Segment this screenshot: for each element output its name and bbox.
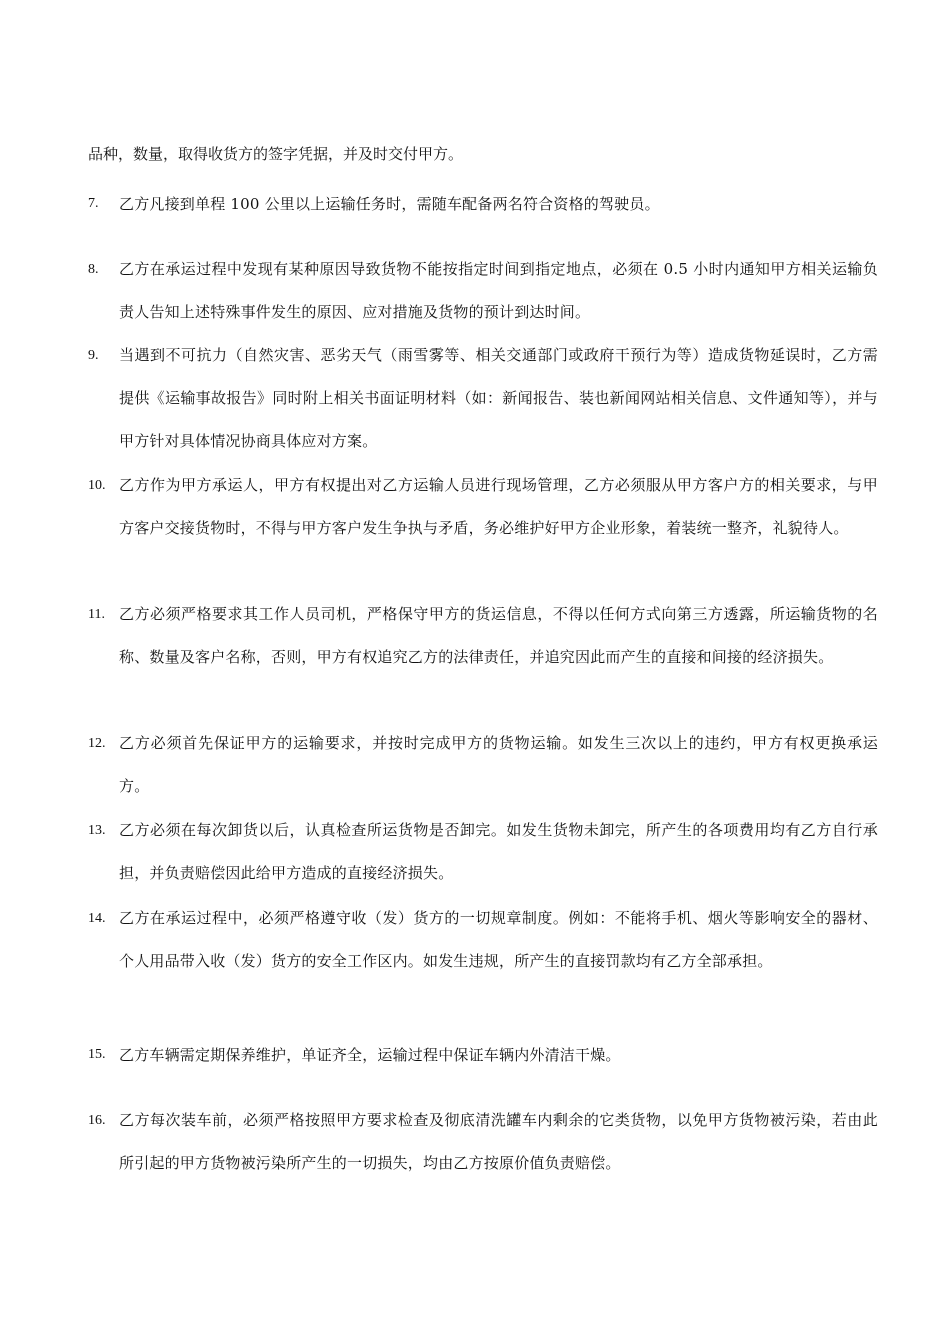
item-text: 乙方每次装车前，必须严格按照甲方要求检查及彻底清洗罐车内剩余的它类货物，以免甲方货物被污染，若由此所引起的甲方货物被污染所产生的一切损失，均由乙方按原价值负责赔偿。 (119, 1111, 878, 1172)
item-text: 当遇到不可抗力（自然灾害、恶劣天气（雨雪雾等、相关交通部门或政府干预行为等）造成货物延误时，乙方需提供《运输事故报告》同时附上相关书面证明材料（如：新闻报告、装也新闻网站相关信息、文件通知等），并与甲方针对具体情况协商具体应对方案。 (119, 346, 878, 450)
item-text: 乙方在承运过程中，必须严格遵守收（发）货方的一切规章制度。例如：不能将手机、烟火等影响安全的器材、个人用品带入收（发）货方的安全工作区内。如发生违规，所产生的直接罚款均有乙方全部承担。 (119, 909, 878, 970)
item-text: 乙方必须在每次卸货以后，认真检查所运货物是否卸完。如发生货物未卸完，所产生的各项费用均有乙方自行承担，并负责赔偿因此给甲方造成的直接经济损失。 (119, 821, 878, 882)
item-number: 13. (88, 823, 106, 838)
item-number: 11. (88, 607, 105, 622)
item-text: 乙方作为甲方承运人，甲方有权提出对乙方运输人员进行现场管理，乙方必须服从甲方客户方的相关要求，与甲方客户交接货物时，不得与甲方客户发生争执与矛盾，务必维护好甲方企业形象，着装统一整齐，礼貌待人。 (119, 476, 878, 537)
list-item-14 (88, 897, 878, 983)
list-item-7 (88, 190, 878, 218)
list-item-9 (88, 334, 878, 463)
item-number: 14. (88, 911, 106, 926)
list-item-8 (88, 248, 878, 334)
list-item-13 (88, 809, 878, 895)
item-number: 12. (88, 736, 106, 751)
list-item-16 (88, 1099, 878, 1185)
item-text: 乙方凡接到单程 100 公里以上运输任务时，需随车配备两名符合资格的驾驶员。 (119, 195, 660, 213)
item-number: 9. (88, 348, 99, 363)
list-item-15 (88, 1041, 878, 1069)
intro-text: 品种，数量，取得收货方的签字凭据，并及时交付甲方。 (88, 145, 464, 163)
list-item-11 (88, 593, 878, 679)
item-number: 8. (88, 262, 99, 277)
item-text: 乙方在承运过程中发现有某种原因导致货物不能按指定时间到指定地点，必须在 0.5 小时内通知甲方相关运输负责人告知上述特殊事件发生的原因、应对措施及货物的预计到达时间。 (119, 260, 878, 321)
item-number: 16. (88, 1113, 106, 1128)
item-text: 乙方车辆需定期保养维护，单证齐全，运输过程中保证车辆内外清洁干燥。 (119, 1046, 621, 1064)
list-item-12 (88, 722, 878, 808)
item-number: 10. (88, 478, 106, 493)
list-item-10 (88, 464, 878, 550)
item-number: 7. (88, 196, 99, 211)
item-number: 15. (88, 1047, 106, 1062)
item-text: 乙方必须首先保证甲方的运输要求，并按时完成甲方的货物运输。如发生三次以上的违约，甲方有权更换承运方。 (119, 734, 878, 795)
item-text: 乙方必须严格要求其工作人员司机，严格保守甲方的货运信息，不得以任何方式向第三方透露，所运输货物的名称、数量及客户名称，否则，甲方有权追究乙方的法律责任，并追究因此而产生的直接和间接的经济损失。 (119, 605, 878, 666)
